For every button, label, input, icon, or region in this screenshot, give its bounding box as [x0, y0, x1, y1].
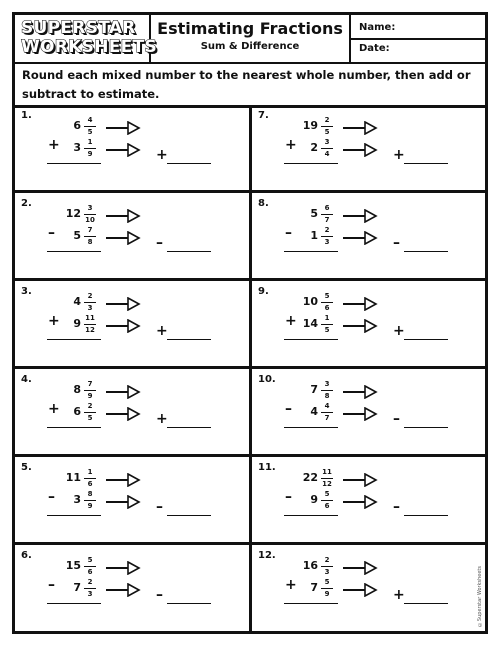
numerator: 4 — [324, 402, 330, 410]
denominator: 5 — [324, 326, 330, 334]
numerator: 11 — [85, 314, 95, 322]
problem-underline — [47, 427, 101, 428]
first-mixed-number — [272, 556, 338, 578]
numerator: 3 — [87, 204, 93, 212]
numerator: 2 — [87, 578, 93, 586]
numerator: 6 — [324, 204, 330, 212]
denominator: 9 — [87, 392, 93, 400]
answer-operator-sign: – — [393, 411, 400, 427]
problem-underline — [47, 603, 101, 604]
first-mixed-number — [272, 204, 338, 226]
problem-cell — [252, 281, 486, 366]
arrow-icon — [342, 296, 378, 310]
first-mixed-number — [35, 116, 101, 138]
denominator: 5 — [324, 128, 330, 136]
arrow-icon — [342, 142, 378, 156]
fraction-bar — [84, 302, 96, 303]
fraction-bar — [321, 478, 333, 479]
problem-cell — [15, 105, 249, 190]
second-mixed-number — [35, 314, 101, 336]
whole-part: 7 — [310, 383, 318, 396]
arrow-icon — [342, 494, 378, 508]
logo-line-2: WORKSHEETS — [21, 37, 158, 57]
answer-operator-sign: + — [393, 147, 405, 163]
operator-sign: + — [48, 401, 60, 417]
fraction-part — [84, 468, 96, 489]
problem-number: 3. — [21, 286, 32, 297]
fraction-bar — [84, 390, 96, 391]
first-mixed-number — [35, 556, 101, 578]
numerator: 7 — [87, 380, 93, 388]
fraction-bar — [84, 588, 96, 589]
operator-sign: + — [48, 313, 60, 329]
fraction-part — [84, 292, 96, 313]
whole-part: 3 — [73, 141, 81, 154]
fraction-part — [321, 116, 333, 137]
fraction-bar — [321, 236, 333, 237]
answer-blank[interactable] — [167, 427, 211, 428]
answer-blank[interactable] — [404, 163, 448, 164]
whole-part: 1 — [310, 229, 318, 242]
fraction-part — [321, 204, 333, 225]
operator-sign: + — [285, 313, 297, 329]
fraction-bar — [321, 324, 333, 325]
numerator: 7 — [87, 226, 93, 234]
problem-cell — [252, 457, 486, 542]
denominator: 6 — [324, 304, 330, 312]
arrow-icon — [342, 230, 378, 244]
fraction-part — [84, 490, 96, 511]
operator-sign: + — [285, 577, 297, 593]
answer-operator-sign: + — [156, 147, 168, 163]
fraction-part — [321, 138, 333, 159]
problem-cell — [15, 545, 249, 630]
fraction-bar — [321, 588, 333, 589]
problem-underline — [47, 339, 101, 340]
second-mixed-number — [35, 402, 101, 424]
arrow-icon — [105, 296, 141, 310]
operator-sign: + — [48, 137, 60, 153]
logo-line-1: SUPERSTAR — [21, 18, 136, 38]
arrow-icon — [105, 406, 141, 420]
fraction-part — [321, 380, 333, 401]
fraction-bar — [321, 126, 333, 127]
numerator: 2 — [324, 556, 330, 564]
first-mixed-number — [272, 292, 338, 314]
first-mixed-number — [272, 116, 338, 138]
numerator: 1 — [87, 468, 93, 476]
whole-part: 3 — [73, 493, 81, 506]
problem-number: 10. — [258, 374, 276, 385]
answer-blank[interactable] — [404, 339, 448, 340]
arrow-icon — [342, 582, 378, 596]
fraction-part — [321, 490, 333, 511]
problem-underline — [284, 515, 338, 516]
numerator: 5 — [324, 578, 330, 586]
fraction-bar — [84, 214, 96, 215]
whole-part: 10 — [302, 295, 318, 308]
problem-number: 6. — [21, 550, 32, 561]
worksheet-header — [15, 15, 485, 64]
arrow-icon — [105, 582, 141, 596]
second-mixed-number — [272, 490, 338, 512]
whole-part: 6 — [73, 405, 81, 418]
arrow-icon — [105, 560, 141, 574]
name-field[interactable]: Name: — [359, 22, 396, 33]
problem-underline — [47, 515, 101, 516]
fraction-bar — [84, 500, 96, 501]
operator-sign: – — [48, 489, 55, 505]
whole-part: 9 — [73, 317, 81, 330]
problem-underline — [284, 339, 338, 340]
first-mixed-number — [272, 380, 338, 402]
problem-number: 7. — [258, 110, 269, 121]
fraction-bar — [84, 126, 96, 127]
name-date-box — [351, 15, 485, 62]
numerator: 1 — [324, 314, 330, 322]
problem-number: 12. — [258, 550, 276, 561]
whole-part: 22 — [302, 471, 318, 484]
second-mixed-number — [35, 226, 101, 248]
whole-part: 6 — [73, 119, 81, 132]
whole-part: 11 — [65, 471, 81, 484]
fraction-bar — [84, 478, 96, 479]
denominator: 3 — [87, 304, 93, 312]
denominator: 7 — [324, 216, 330, 224]
answer-blank[interactable] — [167, 603, 211, 604]
problem-cell — [15, 193, 249, 278]
whole-part: 14 — [302, 317, 318, 330]
arrow-icon — [342, 560, 378, 574]
page-subtitle: Sum & Difference — [200, 41, 300, 52]
problem-number: 11. — [258, 462, 276, 473]
fraction-part — [321, 226, 333, 247]
fraction-bar — [84, 148, 96, 149]
whole-part: 7 — [310, 581, 318, 594]
operator-sign: – — [48, 225, 55, 241]
instructions-box — [15, 62, 485, 108]
whole-part: 9 — [310, 493, 318, 506]
copyright-text: ©Superstar Worksheets — [477, 565, 483, 627]
denominator: 6 — [87, 480, 93, 488]
fraction-part — [321, 556, 333, 577]
arrow-icon — [342, 472, 378, 486]
denominator: 12 — [85, 326, 95, 334]
answer-operator-sign: – — [156, 587, 163, 603]
problem-underline — [47, 163, 101, 164]
numerator: 8 — [87, 490, 93, 498]
problem-cell — [252, 545, 486, 630]
denominator: 5 — [87, 414, 93, 422]
denominator: 3 — [87, 590, 93, 598]
fraction-part — [321, 314, 333, 335]
second-mixed-number — [35, 138, 101, 160]
arrow-icon — [105, 120, 141, 134]
answer-operator-sign: + — [393, 587, 405, 603]
answer-blank[interactable] — [167, 251, 211, 252]
denominator: 6 — [87, 568, 93, 576]
problem-number: 2. — [21, 198, 32, 209]
worksheet-frame — [12, 12, 488, 634]
problem-number: 9. — [258, 286, 269, 297]
problem-underline — [47, 251, 101, 252]
fraction-part — [84, 204, 96, 225]
denominator: 12 — [322, 480, 332, 488]
denominator: 9 — [87, 150, 93, 158]
superstar-worksheets-logo — [15, 15, 158, 62]
answer-operator-sign: – — [393, 499, 400, 515]
problem-number: 8. — [258, 198, 269, 209]
fraction-part — [84, 402, 96, 423]
whole-part: 4 — [73, 295, 81, 308]
operator-sign: + — [285, 137, 297, 153]
first-mixed-number — [35, 292, 101, 314]
numerator: 3 — [324, 380, 330, 388]
whole-part: 4 — [310, 405, 318, 418]
operator-sign: – — [285, 489, 292, 505]
answer-operator-sign: – — [156, 235, 163, 251]
arrow-icon — [105, 472, 141, 486]
arrow-icon — [105, 142, 141, 156]
fraction-part — [84, 116, 96, 137]
whole-part: 16 — [302, 559, 318, 572]
fraction-part — [84, 556, 96, 577]
answer-operator-sign: – — [393, 235, 400, 251]
numerator: 5 — [87, 556, 93, 564]
fraction-part — [321, 402, 333, 423]
arrow-icon — [342, 120, 378, 134]
problem-cell — [252, 193, 486, 278]
fraction-part — [84, 226, 96, 247]
answer-blank[interactable] — [404, 515, 448, 516]
answer-operator-sign: + — [393, 323, 405, 339]
denominator: 9 — [87, 502, 93, 510]
fraction-part — [321, 292, 333, 313]
arrow-icon — [105, 384, 141, 398]
answer-blank[interactable] — [167, 163, 211, 164]
arrow-icon — [342, 406, 378, 420]
arrow-icon — [342, 384, 378, 398]
problem-cell — [252, 105, 486, 190]
problem-cell — [15, 457, 249, 542]
date-field[interactable]: Date: — [359, 43, 390, 54]
numerator: 4 — [87, 116, 93, 124]
fraction-bar — [84, 236, 96, 237]
second-mixed-number — [272, 138, 338, 160]
denominator: 7 — [324, 414, 330, 422]
numerator: 3 — [324, 138, 330, 146]
denominator: 10 — [85, 216, 95, 224]
first-mixed-number — [35, 204, 101, 226]
problem-underline — [284, 427, 338, 428]
numerator: 11 — [322, 468, 332, 476]
answer-operator-sign: + — [156, 411, 168, 427]
numerator: 2 — [324, 116, 330, 124]
fraction-bar — [321, 412, 333, 413]
denominator: 6 — [324, 502, 330, 510]
arrow-icon — [105, 494, 141, 508]
fraction-bar — [321, 566, 333, 567]
fraction-bar — [321, 214, 333, 215]
fraction-part — [321, 578, 333, 599]
arrow-icon — [342, 318, 378, 332]
answer-blank[interactable] — [404, 603, 448, 604]
denominator: 8 — [324, 392, 330, 400]
problem-underline — [284, 603, 338, 604]
fraction-bar — [321, 500, 333, 501]
arrow-icon — [105, 318, 141, 332]
answer-blank[interactable] — [167, 515, 211, 516]
answer-blank[interactable] — [404, 251, 448, 252]
numerator: 2 — [87, 402, 93, 410]
second-mixed-number — [272, 314, 338, 336]
first-mixed-number — [272, 468, 338, 490]
answer-blank[interactable] — [404, 427, 448, 428]
denominator: 3 — [324, 238, 330, 246]
problem-cell — [252, 369, 486, 454]
second-mixed-number — [272, 578, 338, 600]
problem-underline — [284, 163, 338, 164]
second-mixed-number — [272, 402, 338, 424]
whole-part: 12 — [65, 207, 81, 220]
operator-sign: – — [285, 225, 292, 241]
whole-part: 15 — [65, 559, 81, 572]
fraction-part — [321, 468, 333, 489]
numerator: 5 — [324, 292, 330, 300]
second-mixed-number — [35, 578, 101, 600]
answer-operator-sign: – — [156, 499, 163, 515]
denominator: 3 — [324, 568, 330, 576]
denominator: 4 — [324, 150, 330, 158]
fraction-bar — [84, 324, 96, 325]
whole-part: 19 — [302, 119, 318, 132]
second-mixed-number — [35, 490, 101, 512]
fraction-bar — [84, 566, 96, 567]
fraction-bar — [321, 148, 333, 149]
first-mixed-number — [35, 468, 101, 490]
whole-part: 5 — [73, 229, 81, 242]
instructions-text: Round each mixed number to the nearest whole number, then add or subtract to estimate. — [22, 68, 471, 101]
numerator: 5 — [324, 490, 330, 498]
operator-sign: – — [285, 401, 292, 417]
problem-cell — [15, 369, 249, 454]
problem-underline — [284, 251, 338, 252]
arrow-icon — [105, 208, 141, 222]
fraction-bar — [321, 390, 333, 391]
numerator: 2 — [324, 226, 330, 234]
operator-sign: – — [48, 577, 55, 593]
denominator: 5 — [87, 128, 93, 136]
whole-part: 8 — [73, 383, 81, 396]
answer-operator-sign: + — [156, 323, 168, 339]
arrow-icon — [105, 230, 141, 244]
fraction-bar — [84, 412, 96, 413]
whole-part: 5 — [310, 207, 318, 220]
problem-number: 1. — [21, 110, 32, 121]
second-mixed-number — [272, 226, 338, 248]
fraction-bar — [321, 302, 333, 303]
problem-number: 4. — [21, 374, 32, 385]
whole-part: 2 — [310, 141, 318, 154]
fraction-part — [84, 380, 96, 401]
fraction-part — [84, 314, 96, 335]
problem-cell — [15, 281, 249, 366]
numerator: 2 — [87, 292, 93, 300]
page-title: Estimating Fractions — [157, 19, 343, 38]
title-box — [151, 15, 351, 62]
denominator: 8 — [87, 238, 93, 246]
denominator: 9 — [324, 590, 330, 598]
whole-part: 7 — [73, 581, 81, 594]
name-date-divider — [351, 38, 485, 40]
arrow-icon — [342, 208, 378, 222]
fraction-part — [84, 138, 96, 159]
numerator: 1 — [87, 138, 93, 146]
answer-blank[interactable] — [167, 339, 211, 340]
problem-number: 5. — [21, 462, 32, 473]
fraction-part — [84, 578, 96, 599]
first-mixed-number — [35, 380, 101, 402]
